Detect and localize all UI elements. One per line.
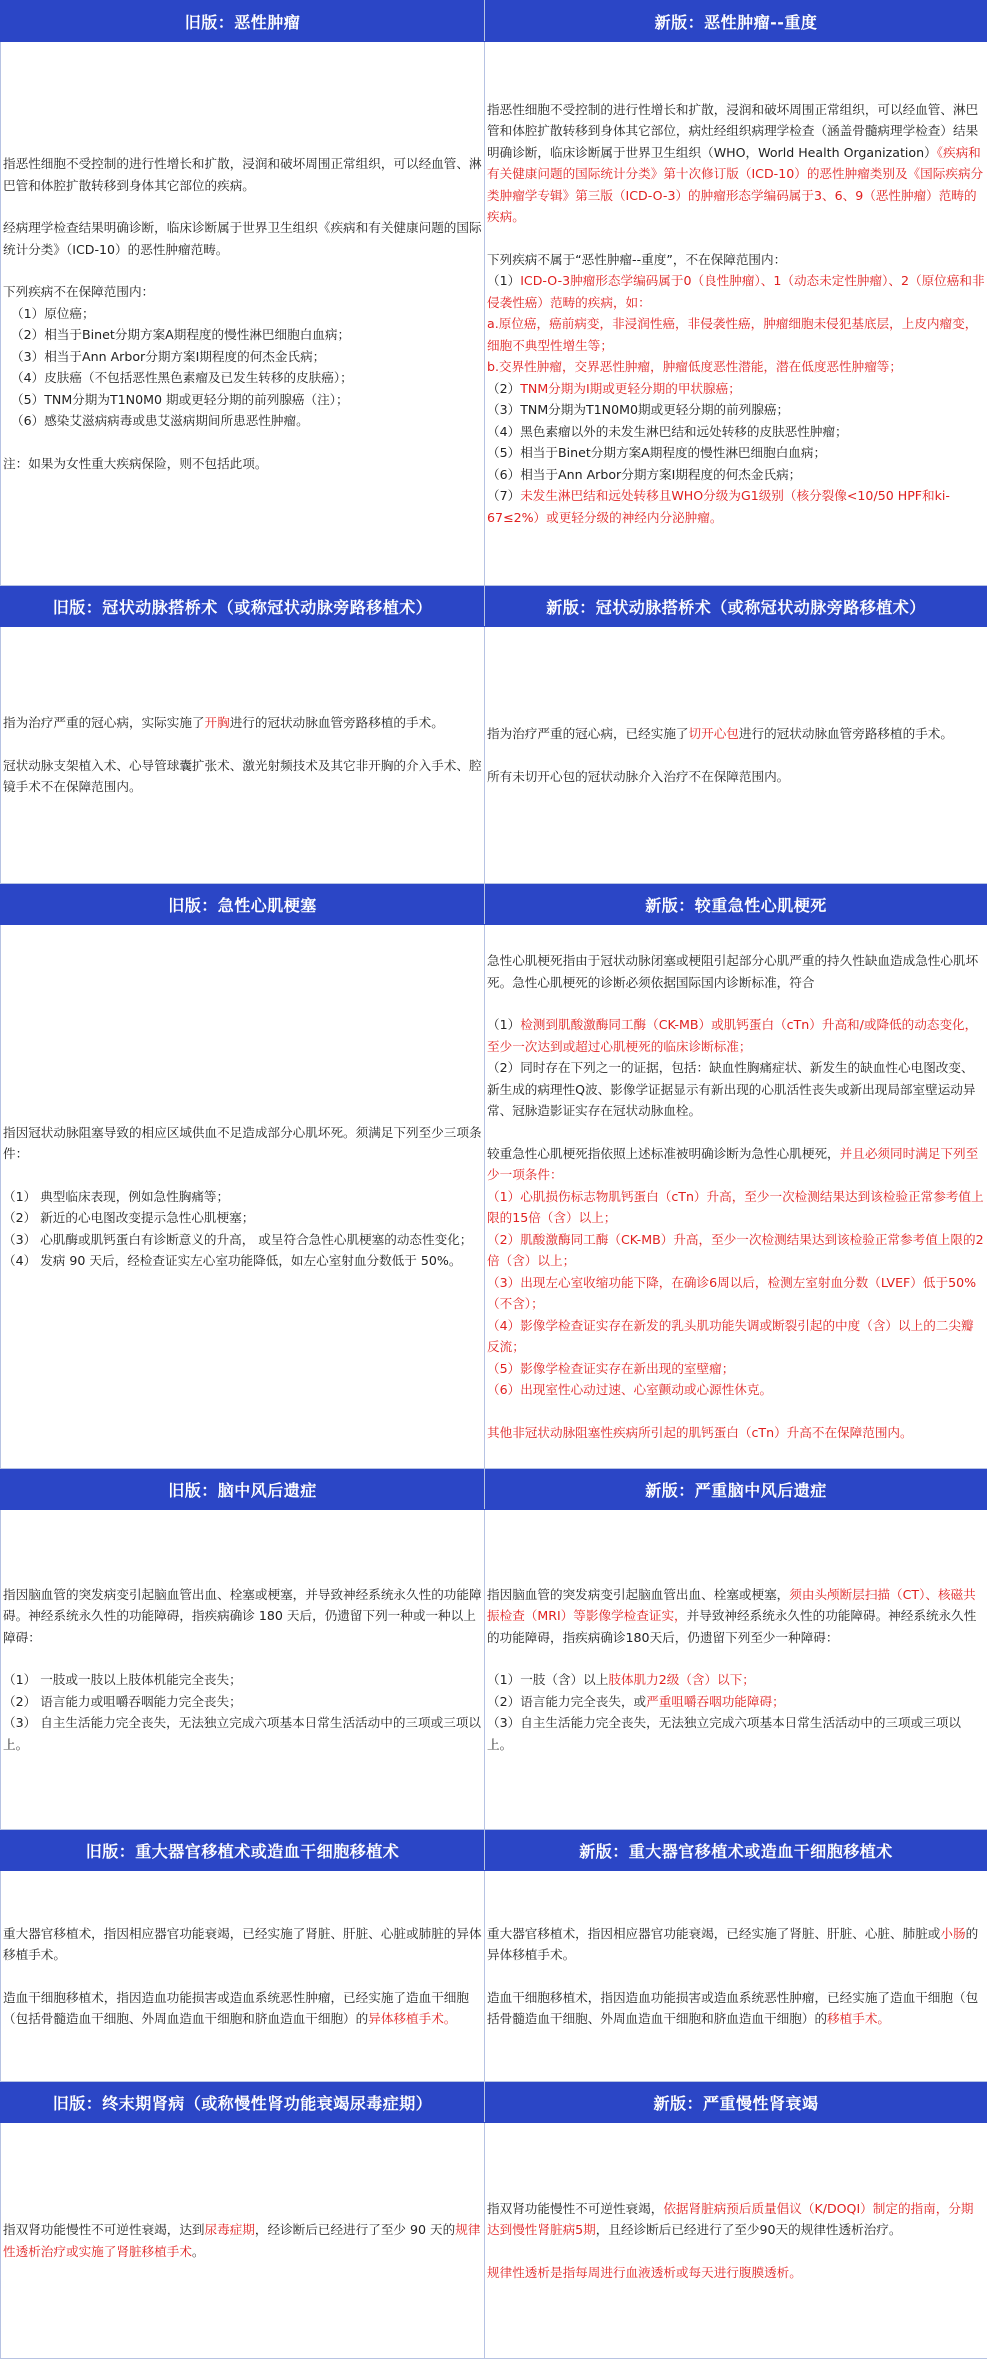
- text-segment: （3）TNM分期为T1N0M0期或更轻分期的前列腺癌；: [487, 402, 790, 418]
- paragraph: [487, 1229, 985, 1272]
- paragraph: [487, 399, 985, 421]
- section-body-row: [1, 627, 987, 884]
- paragraph: [3, 712, 482, 734]
- highlighted-change-text: （4）影像学检查证实存在新发的乳头肌功能失调或断裂引起的中度（含）以上的二尖瓣反流；: [487, 1317, 974, 1354]
- paragraph: [487, 270, 985, 313]
- paragraph-gap: [3, 734, 482, 755]
- section-body-row: [1, 2123, 987, 2359]
- section-header-row: [1, 586, 987, 627]
- text-segment: （3） 自主生活能力完全丧失，无法独立完成六项基本日常生活活动中的三项或三项以上。: [3, 1715, 481, 1752]
- text-segment: 的异体移植手术。: [487, 1925, 979, 1962]
- text-segment: 所有未切开心包的冠状动脉介入治疗不在保障范围内。: [487, 768, 790, 784]
- paragraph: [487, 1422, 985, 1444]
- text-segment: （6）相当于Ann Arbor分期方案Ⅰ期程度的何杰金氏病；: [487, 466, 802, 482]
- text-segment: 。: [191, 2243, 205, 2259]
- new-version-title: 新版：严重脑中风后遗症: [485, 1469, 987, 1510]
- new-version-definition: [485, 627, 987, 884]
- text-segment: 指因冠状动脉阻塞导致的相应区域供血不足造成部分心肌坏死。须满足下列至少三项条件：: [3, 1124, 482, 1161]
- text-segment: （1）原位癌；: [11, 305, 95, 321]
- paragraph: [487, 99, 985, 228]
- text-segment: （5）TNM分期为T1N0M0 期或更轻分期的前列腺癌（注）；: [11, 391, 349, 407]
- paragraph-gap: [487, 228, 985, 249]
- paragraph: [3, 389, 482, 411]
- text-segment: 造血干细胞移植术，指因造血功能损害或造血系统恶性肿瘤，已经实施了造血干细胞（包括骨髓造血干细胞、外周血造血干细胞和脐血造血干细胞）的: [3, 1989, 469, 2026]
- paragraph: [487, 421, 985, 443]
- text-segment: （4）皮肤癌（不包括恶性黑色素瘤及已发生转移的皮肤癌）；: [11, 370, 353, 385]
- highlighted-change-text: 其他非冠状动脉阻塞性疾病所引起的肌钙蛋白（cTn）升高不在保障范围内。: [487, 1424, 913, 1440]
- old-version-definition: [1, 925, 485, 1469]
- paragraph: [487, 766, 985, 788]
- paragraph: [3, 410, 482, 432]
- text-segment: （1） 典型临床表现，例如急性胸痛等；: [3, 1188, 230, 1204]
- paragraph: [487, 1923, 985, 1966]
- paragraph-gap: [487, 745, 985, 766]
- text-segment: 进行的冠状动脉血管旁路移植的手术。: [738, 726, 953, 741]
- text-segment: 进行的冠状动脉血管旁路移植的手术。: [229, 715, 444, 731]
- text-segment: （1）一肢（含）以上: [487, 1672, 609, 1688]
- highlighted-change-text: 肢体肌力2级（含）以下；: [608, 1672, 755, 1688]
- paragraph: [487, 313, 985, 356]
- section-body-row: [1, 925, 987, 1469]
- highlighted-change-text: 异体移植手术。: [368, 2011, 457, 2026]
- paragraph: [487, 1315, 985, 1358]
- section-body-row: [1, 42, 987, 586]
- paragraph-gap: [487, 1648, 985, 1669]
- new-version-title: 新版：较重急性心肌梗死: [485, 884, 987, 925]
- paragraph: [487, 1358, 985, 1380]
- paragraph: [3, 324, 482, 346]
- highlighted-change-text: （3）出现左心室收缩功能下降，在确诊6周以后，检测左室射血分数（LVEF）低于50%（不含）；: [487, 1274, 977, 1311]
- paragraph: [487, 723, 985, 745]
- text-segment: （4）黑色素瘤以外的未发生淋巴结和远处转移的皮肤恶性肿瘤；: [487, 423, 848, 439]
- paragraph-gap: [3, 432, 482, 453]
- new-version-definition: [485, 1871, 987, 2082]
- old-version-title: 旧版：重大器官移植术或造血干细胞移植术: [1, 1830, 485, 1871]
- highlighted-change-text: 并且必须同时满足下列至少一项条件：: [487, 1145, 979, 1182]
- highlighted-change-text: 《疾病和有关健康问题的国际统计分类》第十次修订版（ICD-10）的恶性肿瘤类别及《国际疾病分类肿瘤学专辑》第三版（ICD-O-3）的肿瘤形态学编码属于3、6、9（恶性肿瘤）范畴的疾病。: [487, 144, 984, 225]
- paragraph: [487, 442, 985, 464]
- paragraph: [3, 281, 482, 303]
- new-version-definition: [485, 1510, 987, 1830]
- section-header-row: [1, 2082, 987, 2123]
- paragraph: [3, 346, 482, 368]
- text-segment: 重大器官移植术，指因相应器官功能衰竭，已经实施了肾脏、肝脏、心脏、肺脏或: [487, 1925, 941, 1941]
- text-segment: 指恶性细胞不受控制的进行性增长和扩散，浸润和破坏周围正常组织，可以经血管、淋巴管和体腔扩散转移到身体其它部位，病灶经组织病理学检查（涵盖骨髓病理学检查）结果明确诊断，临床诊断属于世界卫生组织（WHO，World Health Organization）: [487, 101, 979, 160]
- paragraph-gap: [487, 993, 985, 1014]
- paragraph: [487, 1669, 985, 1691]
- highlighted-change-text: 须由头颅断层扫描（CT）、核磁共振检查（MRI）等影像学检查证实，: [487, 1586, 976, 1624]
- paragraph: [487, 485, 985, 528]
- new-version-title: 新版：重大器官移植术或造血干细胞移植术: [485, 1830, 987, 1871]
- text-segment: （3）相当于Ann Arbor分期方案Ⅰ期程度的何杰金氏病；: [11, 348, 326, 364]
- paragraph-gap: [3, 196, 482, 217]
- highlighted-change-text: 依据肾脏病预后质量倡议（K/DOQI）制定的指南，分期达到慢性肾脏病5期: [487, 2200, 974, 2238]
- section-header-row: [1, 1830, 987, 1871]
- new-version-title: 新版：恶性肿瘤--重度: [485, 1, 987, 42]
- text-segment: ，经诊断后已经进行了至少 90 天的: [254, 2222, 456, 2237]
- highlighted-change-text: 严重咀嚼吞咽功能障碍；: [646, 1693, 785, 1709]
- highlighted-change-text: a.原位癌，癌前病变，非浸润性癌，非侵袭性癌，肿瘤细胞未侵犯基底层，上皮内瘤变，细胞不典型性增生等；: [487, 316, 978, 353]
- text-segment: 指双肾功能慢性不可逆性衰竭，: [487, 2200, 664, 2216]
- text-segment: 指为治疗严重的冠心病，实际实施了: [3, 715, 205, 731]
- paragraph: [487, 2198, 985, 2241]
- paragraph: [487, 356, 985, 378]
- paragraph: [3, 1229, 482, 1251]
- text-segment: （2） 语言能力或咀嚼吞咽能力完全丧失；: [3, 1693, 242, 1709]
- text-segment: 并导致神经系统永久性的功能障碍。神经系统永久性的功能障碍，指疾病确诊180天后，仍遗留下列至少一种障碍：: [487, 1608, 977, 1645]
- highlighted-change-text: 开胸: [204, 715, 230, 731]
- text-segment: 指为治疗严重的冠心病，已经实施了: [487, 726, 689, 741]
- text-segment: （5）相当于Binet分期方案A期程度的慢性淋巴细胞白血病；: [487, 445, 827, 461]
- text-segment: （4） 发病 90 天后，经检查证实左心室功能降低，如左心室射血分数低于 50%。: [3, 1253, 462, 1268]
- new-version-title: 新版：冠状动脉搭桥术（或称冠状动脉旁路移植术）: [485, 586, 987, 627]
- text-segment: 下列疾病不属于“恶性肿瘤--重度”，不在保障范围内：: [487, 251, 787, 267]
- old-version-definition: [1, 627, 485, 884]
- section-header-row: [1, 1469, 987, 1510]
- text-segment: （6）感染艾滋病病毒或患艾滋病期间所患恶性肿瘤。: [11, 413, 309, 428]
- paragraph: [487, 1272, 985, 1315]
- paragraph: [3, 1987, 482, 2030]
- paragraph-gap: [3, 260, 482, 281]
- text-segment: （1）: [487, 1017, 521, 1032]
- section-body-row: [1, 1510, 987, 1830]
- highlighted-change-text: 未发生淋巴结和远处转移且WHO分级为G1级别（核分裂像<10/50 HPF和ki-67≤2%）或更轻分级的神经内分泌肿瘤。: [487, 488, 950, 525]
- highlighted-change-text: TNM分期为Ⅰ期或更轻分期的甲状腺癌；: [520, 380, 741, 396]
- paragraph: [3, 303, 482, 325]
- paragraph: [3, 153, 482, 196]
- text-segment: 经病理学检查结果明确诊断，临床诊断属于世界卫生组织《疾病和有关健康问题的国际统计分类》（ICD-10）的恶性肿瘤范畴。: [3, 220, 482, 257]
- old-version-definition: [1, 2123, 485, 2359]
- paragraph-gap: [3, 1165, 482, 1186]
- text-segment: （1）: [487, 273, 521, 289]
- paragraph-gap: [3, 1966, 482, 1987]
- old-version-title: 旧版：冠状动脉搭桥术（或称冠状动脉旁路移植术）: [1, 586, 485, 627]
- paragraph: [3, 1712, 482, 1755]
- highlighted-change-text: 小肠: [940, 1925, 966, 1941]
- paragraph: [487, 1186, 985, 1229]
- old-version-definition: [1, 1510, 485, 1830]
- highlighted-change-text: 检测到肌酸激酶同工酶（CK-MB）或肌钙蛋白（cTn）升高和/或降低的动态变化，至少一次达到或超过心肌梗死的临床诊断标准；: [487, 1017, 978, 1054]
- paragraph: [487, 1057, 985, 1122]
- paragraph-gap: [3, 1648, 482, 1669]
- section-header-row: [1, 884, 987, 925]
- paragraph: [487, 1014, 985, 1057]
- paragraph: [3, 1207, 482, 1229]
- highlighted-change-text: （5）影像学检查证实存在新出现的室壁瘤；: [487, 1360, 735, 1376]
- text-segment: ，且经诊断后已经进行了至少90天的规律性透析治疗。: [595, 2222, 902, 2238]
- old-version-title: 旧版：急性心肌梗塞: [1, 884, 485, 925]
- paragraph: [487, 464, 985, 486]
- paragraph: [487, 1143, 985, 1186]
- paragraph: [487, 249, 985, 271]
- paragraph: [487, 1691, 985, 1713]
- paragraph: [3, 1122, 482, 1165]
- text-segment: （2）: [487, 380, 521, 396]
- highlighted-change-text: 移植手术。: [827, 2011, 890, 2026]
- highlighted-change-text: 规律性透析治疗或实施了肾脏移植手术: [3, 2222, 481, 2259]
- text-segment: （7）: [487, 488, 521, 504]
- new-version-title: 新版：严重慢性肾衰竭: [485, 2082, 987, 2123]
- paragraph: [487, 1379, 985, 1401]
- text-segment: （2）相当于Binet分期方案A期程度的慢性淋巴细胞白血病；: [11, 327, 351, 342]
- text-segment: 急性心肌梗死指由于冠状动脉闭塞或梗阻引起部分心肌严重的持久性缺血造成急性心肌坏死。急性心肌梗死的诊断必须依据国际国内诊断标准，符合: [487, 953, 979, 990]
- text-segment: 重大器官移植术，指因相应器官功能衰竭，已经实施了肾脏、肝脏、心脏或肺脏的异体移植手术。: [3, 1925, 482, 1962]
- text-segment: 较重急性心肌梗死指依照上述标准被明确诊断为急性心肌梗死，: [487, 1145, 840, 1161]
- paragraph: [3, 1584, 482, 1649]
- text-segment: （3）自主生活能力完全丧失，无法独立完成六项基本日常生活活动中的三项或三项以上。: [487, 1715, 961, 1752]
- paragraph: [3, 217, 482, 260]
- highlighted-change-text: b.交界性肿瘤，交界恶性肿瘤，肿瘤低度恶性潜能，潜在低度恶性肿瘤等；: [487, 359, 902, 375]
- paragraph: [487, 1584, 985, 1649]
- section-body-row: [1, 1871, 987, 2082]
- paragraph: [487, 1987, 985, 2030]
- highlighted-change-text: （2）肌酸激酶同工酶（CK-MB）升高，至少一次检测结果达到该检验正常参考值上限的2倍（含）以上；: [487, 1231, 984, 1268]
- text-segment: （2） 新近的心电图改变提示急性心肌梗塞；: [3, 1210, 255, 1225]
- paragraph: [3, 1186, 482, 1208]
- paragraph: [3, 1691, 482, 1713]
- paragraph: [487, 378, 985, 400]
- paragraph-gap: [487, 1401, 985, 1422]
- paragraph: [3, 1669, 482, 1691]
- text-segment: 造血干细胞移植术，指因造血功能损害或造血系统恶性肿瘤，已经实施了造血干细胞（包括骨髓造血干细胞、外周血造血干细胞和脐血造血干细胞）的: [487, 1989, 979, 2026]
- text-segment: 指因脑血管的突发病变引起脑血管出血、栓塞或梗塞，: [487, 1586, 790, 1602]
- highlighted-change-text: （1）心肌损伤标志物肌钙蛋白（cTn）升高，至少一次检测结果达到该检验正常参考值上限的15倍（含）以上；: [487, 1188, 984, 1225]
- paragraph: [3, 453, 482, 475]
- paragraph: [3, 755, 482, 798]
- text-segment: （2）语言能力完全丧失，或: [487, 1693, 647, 1709]
- old-version-definition: [1, 1871, 485, 2082]
- new-version-definition: [485, 2123, 987, 2359]
- paragraph-gap: [487, 2241, 985, 2262]
- paragraph: [487, 2262, 985, 2284]
- text-segment: 下列疾病不在保障范围内：: [3, 284, 155, 299]
- comparison-table-body: [1, 1, 987, 2359]
- highlighted-change-text: 规律性透析是指每周进行血液透析或每天进行腹膜透析。: [487, 2264, 802, 2280]
- new-version-definition: [485, 42, 987, 586]
- old-version-title: 旧版：终末期肾病（或称慢性肾功能衰竭尿毒症期）: [1, 2082, 485, 2123]
- text-segment: 指双肾功能慢性不可逆性衰竭，达到: [3, 2222, 205, 2237]
- new-version-definition: [485, 925, 987, 1469]
- section-header-row: [1, 1, 987, 42]
- paragraph: [3, 1250, 482, 1272]
- text-segment: （3） 心肌酶或肌钙蛋白有诊断意义的升高， 或呈符合急性心肌梗塞的动态性变化；: [3, 1231, 473, 1247]
- paragraph-gap: [487, 1966, 985, 1987]
- old-version-title: 旧版：脑中风后遗症: [1, 1469, 485, 1510]
- text-segment: （1） 一肢或一肢以上肢体机能完全丧失；: [3, 1672, 242, 1688]
- highlighted-change-text: 尿毒症期: [204, 2222, 255, 2237]
- text-segment: 冠状动脉支架植入术、心导管球囊扩张术、激光射频技术及其它非开胸的介入手术、腔镜手术不在保障范围内。: [3, 757, 482, 795]
- text-segment: 指因脑血管的突发病变引起脑血管出血、栓塞或梗塞，并导致神经系统永久性的功能障碍。神经系统永久性的功能障碍，指疾病确诊 180 天后，仍遗留下列一种或一种以上障碍：: [3, 1586, 482, 1645]
- old-version-definition: [1, 42, 485, 586]
- paragraph: [3, 2219, 482, 2262]
- old-version-title: 旧版：恶性肿瘤: [1, 1, 485, 42]
- text-segment: 指恶性细胞不受控制的进行性增长和扩散，浸润和破坏周围正常组织，可以经血管、淋巴管和体腔扩散转移到身体其它部位的疾病。: [3, 156, 482, 193]
- paragraph: [487, 1712, 985, 1755]
- highlighted-change-text: 切开心包: [688, 726, 739, 741]
- text-segment: （2）同时存在下列之一的证据，包括：缺血性胸痛症状、新发生的缺血性心电图改变、新生成的病理性Q波、影像学证据显示有新出现的心肌活性丧失或新出现局部室壁运动异常、冠脉造影证实存在冠状动脉血栓。: [487, 1060, 976, 1118]
- paragraph-gap: [487, 1122, 985, 1143]
- text-segment: 注：如果为女性重大疾病保险，则不包括此项。: [3, 455, 268, 471]
- highlighted-change-text: ICD-O-3肿瘤形态学编码属于0（良性肿瘤）、1（动态未定性肿瘤）、2（原位癌和非侵袭性癌）范畴的疾病，如：: [487, 273, 985, 310]
- paragraph: [3, 1923, 482, 1966]
- paragraph: [487, 950, 985, 993]
- paragraph: [3, 367, 482, 389]
- highlighted-change-text: （6）出现室性心动过速、心室颤动或心源性休克。: [487, 1382, 773, 1397]
